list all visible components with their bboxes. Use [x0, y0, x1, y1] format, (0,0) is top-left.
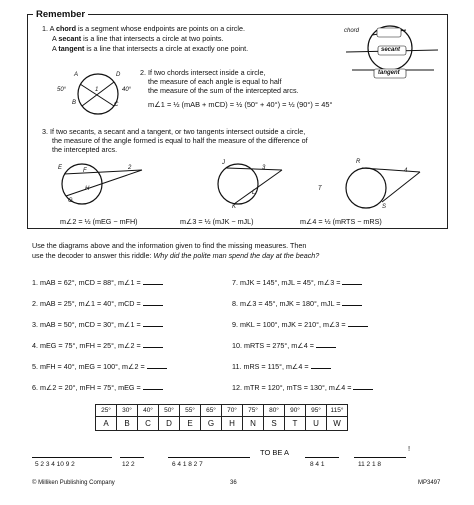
problem-1[interactable]: 1. mAB = 62°, mCD = 88°, m∠1 = — [32, 278, 167, 299]
formula-angle-4: m∠4 = ½ (mRTS − mRS) — [300, 217, 382, 226]
decoder-letter: N — [243, 417, 264, 431]
code-word-5: 11 2 1 8 — [358, 461, 382, 468]
decoder-letter: C — [138, 417, 159, 431]
rule-1-line-3: A tangent is a line that intersects a circle at exactly one point. — [52, 44, 249, 53]
point-l: L — [252, 190, 256, 196]
rule-1-line-2: A secant is a line that intersects a circle at two points. — [52, 34, 224, 43]
tangent-label: tangent — [378, 70, 400, 76]
problem-2[interactable]: 2. mAB = 25°, m∠1 = 40°, mCD = — [32, 299, 167, 320]
arc-40: 40° — [122, 87, 132, 93]
angle-3: 3 — [262, 165, 266, 171]
point-b: B — [72, 100, 77, 106]
code-word-1: 5 2 3 4 10 9 2 — [35, 461, 75, 468]
decoder-letter: B — [117, 417, 138, 431]
to-be-a-text: TO BE A — [260, 448, 290, 457]
decoder-letter: D — [159, 417, 180, 431]
decoder-value: 25° — [96, 405, 117, 417]
decoder-value: 55° — [180, 405, 201, 417]
point-k: K — [232, 204, 237, 210]
problems-left — [32, 278, 167, 404]
problem-11[interactable]: 11. mRS = 115°, m∠4 = — [232, 362, 373, 383]
decoder-letter: A — [96, 417, 117, 431]
point-d: D — [116, 72, 121, 78]
intersecting-chords-diagram — [58, 70, 138, 118]
answer-word-5[interactable] — [354, 449, 406, 458]
answer-word-1[interactable] — [32, 449, 112, 458]
decoder-letter: E — [180, 417, 201, 431]
decoder-letter: T — [285, 417, 306, 431]
chord-label: chord — [344, 28, 360, 34]
formula-angle-3: m∠3 = ½ (mJK − mJL) — [180, 217, 254, 226]
decoder-value: 80° — [264, 405, 285, 417]
rule-2-line-2: the measure of each angle is equal to half — [148, 77, 282, 86]
instructions-line-2: use the decoder to answer this riddle: Why did the polite man spend the day at the beach? — [32, 251, 320, 260]
rule-3-line-1: 3. If two secants, a secant and a tangent, or two tangents intersect outside a circle, — [42, 127, 306, 136]
point-h: H — [85, 186, 90, 192]
decoder-value: 40° — [138, 405, 159, 417]
point-g: G — [68, 198, 73, 204]
angle-2: 2 — [128, 165, 132, 171]
problem-7[interactable]: 7. mJK = 145°, mJL = 45°, m∠3 = — [232, 278, 373, 299]
point-c: C — [114, 102, 119, 108]
problem-5[interactable]: 5. mFH = 40°, mEG = 100°, m∠2 = — [32, 362, 167, 383]
code-word-3: 6 4 1 8 2 7 — [172, 461, 203, 468]
problem-6[interactable]: 6. m∠2 = 20°, mFH = 75°, mEG = — [32, 383, 167, 404]
problems-right — [232, 278, 373, 404]
point-e: E — [58, 165, 63, 171]
rule-2-line-3: the measure of the sum of the intercepted arcs. — [148, 86, 299, 95]
point-t: T — [318, 186, 322, 192]
secant-tangent-diagram — [198, 158, 288, 210]
rule-2-formula: m∠1 = ½ (mAB + mCD) = ½ (50° + 40°) = ½ (90°) = 45° — [148, 100, 333, 109]
publisher-credit: © Milliken Publishing Company — [32, 480, 115, 486]
code-word-4: 8 4 1 — [310, 461, 325, 468]
decoder-value: 90° — [285, 405, 306, 417]
formula-angle-2: m∠2 = ½ (mEG − mFH) — [60, 217, 138, 226]
problem-3[interactable]: 3. mAB = 50°, mCD = 30°, m∠1 = — [32, 320, 167, 341]
angle-4: 4 — [404, 168, 408, 174]
point-s: S — [382, 204, 387, 210]
product-code: MP3497 — [418, 480, 441, 486]
decoder-value: 65° — [201, 405, 222, 417]
angle-1: 1 — [95, 87, 99, 93]
secant-label: secant — [381, 47, 401, 53]
decoder-value: 75° — [243, 405, 264, 417]
remember-title: Remember — [33, 9, 88, 20]
decoder-letter: W — [327, 417, 348, 431]
decoder-value: 95° — [306, 405, 327, 417]
decoder-letter: G — [201, 417, 222, 431]
problem-10[interactable]: 10. mRTS = 275°, m∠4 = — [232, 341, 373, 362]
decoder-table — [95, 404, 348, 431]
problem-8[interactable]: 8. m∠3 = 45°, mJK = 180°, mJL = — [232, 299, 373, 320]
arc-50: 50° — [57, 87, 67, 93]
point-r: R — [356, 159, 361, 165]
point-a: A — [74, 72, 79, 78]
rule-3-line-2: the measure of the angle formed is equal to half the measure of the difference of — [52, 136, 308, 145]
decoder-value: 70° — [222, 405, 243, 417]
problem-4[interactable]: 4. mEG = 75°, mFH = 25°, m∠2 = — [32, 341, 167, 362]
instructions-line-1: Use the diagrams above and the information given to find the missing measures. Then — [32, 241, 307, 250]
rule-2-line-1: 2. If two chords intersect inside a circle, — [140, 68, 266, 77]
decoder-letter: U — [306, 417, 327, 431]
decoder-value: 30° — [117, 405, 138, 417]
rule-1-line-1: 1. A chord is a segment whose endpoints are points on a circle. — [42, 24, 245, 33]
two-tangents-diagram — [316, 158, 426, 212]
decoder-letter: S — [264, 417, 285, 431]
problem-12[interactable]: 12. mTR = 120°, mTS = 130°, m∠4 = — [232, 383, 373, 404]
exclamation-mark: ! — [408, 444, 411, 453]
problem-9[interactable]: 9. mKL = 100°, mJK = 210°, m∠3 = — [232, 320, 373, 341]
decoder-value: 115° — [327, 405, 348, 417]
code-word-2: 12 2 — [122, 461, 135, 468]
point-j: J — [222, 160, 225, 166]
answer-word-3[interactable] — [168, 449, 250, 458]
decoder-value: 50° — [159, 405, 180, 417]
decoder-letter: H — [222, 417, 243, 431]
rule-3-line-3: the intercepted arcs. — [52, 145, 118, 154]
answer-word-2[interactable] — [120, 449, 144, 458]
point-f: F — [83, 168, 87, 174]
page-number: 36 — [230, 480, 237, 486]
answer-word-4[interactable] — [305, 449, 339, 458]
